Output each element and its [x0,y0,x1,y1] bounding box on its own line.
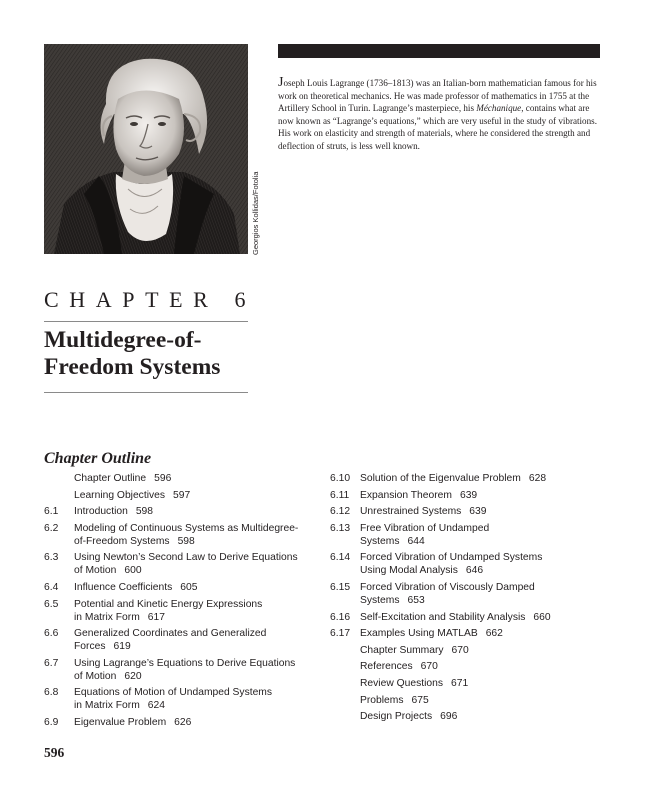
section-title-line [360,472,600,485]
outline-entry [44,686,324,716]
section-page: 624 [147,700,165,712]
section-title-text: Systems [360,594,400,606]
section-title-text: in Matrix Form [74,700,140,712]
section-title-text: Generalized Coordinates and Generalized [74,628,267,640]
section-page: 600 [124,565,142,577]
section-title-text: References [360,661,413,673]
section-title-text: Examples Using MATLAB [360,628,478,640]
outline-entry [330,505,600,522]
section-title-text: Using Newton’s Second Law to Derive Equations [74,552,298,564]
chapter-rule-top [44,321,248,322]
outline-entry [330,522,600,552]
outline-entry [330,660,600,677]
section-title-line [360,564,600,577]
section-title-text: of-Freedom Systems [74,535,170,547]
bio-line-2: for his work on theoretical mechanics. He was made professor of mathematics in [278,78,597,101]
section-page: 696 [440,711,458,723]
outline-entry [330,581,600,611]
section-number: 6.5 [44,598,59,610]
section-page: 639 [469,506,487,518]
section-number: 6.16 [330,611,351,623]
section-title-line [360,522,600,535]
outline-entry [44,505,324,522]
section-number: 6.7 [44,657,59,669]
section-title-text: Influence Coefficients [74,581,173,593]
bio-line-3: 1755 at the Artillery School in Turin. Lagrange’s masterpiece, his [278,90,590,114]
section-title-text: Solution of the Eigenvalue Problem [360,473,521,484]
section-number: 6.8 [44,687,59,699]
outline-entry [44,657,324,687]
bio-line-1: oseph Louis Lagrange (1736–1813) was an Italian-born mathematician famous [283,78,571,88]
section-number: 6.15 [330,581,351,593]
section-number: 6.4 [44,581,59,593]
section-title-line [360,677,600,690]
section-page: 596 [154,473,172,484]
section-title-text: Chapter Outline [74,473,147,484]
outline-entry [330,677,600,694]
section-title-line [360,489,600,502]
section-number: 6.11 [330,489,350,501]
section-title-text: Eigenvalue Problem [74,716,167,728]
section-title-text: Modeling of Continuous Systems as Multidegree- [74,522,299,534]
outline-entry [44,472,324,489]
bio-line-6: considered the strength and deflection of struts, is less well known. [278,128,591,151]
section-title-line [360,581,600,594]
section-page: 626 [174,716,192,728]
section-title-text: Chapter Summary [360,644,444,656]
bio-italic-suffix: , [521,103,524,114]
section-title-text: of Motion [74,565,117,577]
lagrange-biography [278,77,600,153]
section-title-line [74,472,324,485]
section-title-text: Free Vibration of Undamped [360,522,490,534]
outline-heading: Chapter Outline [44,450,152,467]
section-page: 597 [173,489,191,501]
portrait-engraving [44,44,248,254]
section-number: 6.14 [330,552,351,564]
section-title-line [74,505,324,518]
section-title-line [360,710,600,723]
page-number: 596 [44,745,65,760]
outline-entry [44,489,324,506]
section-title-line [360,551,600,564]
section-title-line [360,644,600,657]
section-title-text: in Matrix Form [74,611,140,623]
photo-credit: Georgios Kollidas/Fotolia [251,171,260,255]
outline-entry [44,581,324,598]
outline-entry [330,694,600,711]
section-title-line [360,694,600,707]
section-page: 675 [411,694,429,706]
chapter-title-line: Freedom Systems [44,354,221,380]
section-page: 628 [528,473,547,484]
section-page: 671 [450,677,469,689]
section-number: 6.3 [44,552,59,564]
section-title-text: Forced Vibration of Viscously Damped [360,581,535,593]
section-title-text: Introduction [74,506,128,518]
section-title-line [360,611,600,624]
outline-entry [330,627,600,644]
section-title-line [74,535,324,548]
section-title-line [360,535,600,548]
outline-entry [330,710,600,727]
section-number: 6.1 [44,506,59,518]
outline-entry [330,551,600,581]
section-page: 653 [407,594,425,606]
section-page: 620 [124,670,142,682]
section-page: 660 [533,611,551,623]
section-title-line [74,489,324,502]
section-page: 644 [407,535,425,547]
section-page: 670 [451,644,469,656]
section-title-text: Learning Objectives [74,489,166,501]
section-number: 6.9 [44,716,59,728]
chapter-label: CHAPTER 6 [44,287,257,312]
section-title-line [74,627,324,640]
section-title-text: Forces [74,641,106,653]
section-title-line [74,522,324,535]
section-title-text: Forced Vibration of Undamped Systems [360,552,543,564]
section-title-line [360,627,600,640]
section-page: 605 [180,581,198,593]
outline-entry [44,716,324,733]
section-title-text: Unrestrained Systems [360,506,462,518]
outline-column-left [44,472,324,733]
section-page: 646 [465,565,484,577]
section-title-line [74,716,324,729]
section-title-text: Problems [360,694,404,706]
section-title-text: Potential and Kinetic Energy Expressions [74,598,263,610]
section-title-line [74,598,324,611]
outline-entry [44,551,324,581]
section-title-line [74,699,324,712]
section-page: 662 [485,628,503,640]
section-title-text: of Motion [74,670,117,682]
section-title-text: Equations of Motion of Undamped Systems [74,687,273,699]
section-title-line [74,551,324,564]
chapter-rule-bottom [44,392,248,393]
section-title-line [74,686,324,699]
bio-line-4: contains what are now known as “Lagrange’s equations,” which are very useful in [278,103,590,126]
section-page: 598 [177,535,195,547]
section-title-line [360,660,600,673]
section-number: 6.6 [44,628,59,640]
section-title-line [74,611,324,624]
outline-entry [44,522,324,552]
lagrange-portrait [44,44,248,254]
section-number: 6.2 [44,522,59,534]
section-title-line [74,657,324,670]
section-title-line [74,670,324,683]
bio-drop-letter: J [278,75,284,90]
section-title-text: Systems [360,535,400,547]
section-title-line [74,564,324,577]
section-number: 6.12 [330,506,351,518]
section-number: 6.17 [330,628,351,640]
section-title-line [360,594,600,607]
chapter-title-line: Multidegree-of- [44,327,202,353]
section-title-line [74,581,324,594]
outline-entry [330,472,600,489]
outline-entry [330,489,600,506]
section-title-text: Self-Excitation and Stability Analysis [360,611,526,623]
bio-line-5: the study of vibrations. His work on elasticity and strength of materials, where he [278,115,597,139]
section-title-text: Using Lagrange’s Equations to Derive Equations [74,657,296,669]
section-page: 670 [420,661,438,673]
section-title-text: Design Projects [360,711,433,723]
outline-entry [330,611,600,628]
header-bar [278,44,600,58]
bio-italic-title: Méchanique [476,103,522,114]
section-number: 6.10 [330,473,351,484]
section-page: 598 [135,506,153,518]
outline-entry [330,644,600,661]
chapter-title [44,327,264,381]
section-title-line [74,640,324,653]
section-page: 619 [113,641,131,653]
outline-entry [44,627,324,657]
section-page: 617 [147,611,165,623]
section-title-text: Expansion Theorem [360,489,452,501]
outline-entry [44,598,324,628]
outline-column-right [330,472,600,727]
section-title-line [360,505,600,518]
section-title-text: Review Questions [360,677,443,689]
section-page: 639 [459,489,478,501]
section-number: 6.13 [330,522,351,534]
section-title-text: Using Modal Analysis [360,565,458,577]
